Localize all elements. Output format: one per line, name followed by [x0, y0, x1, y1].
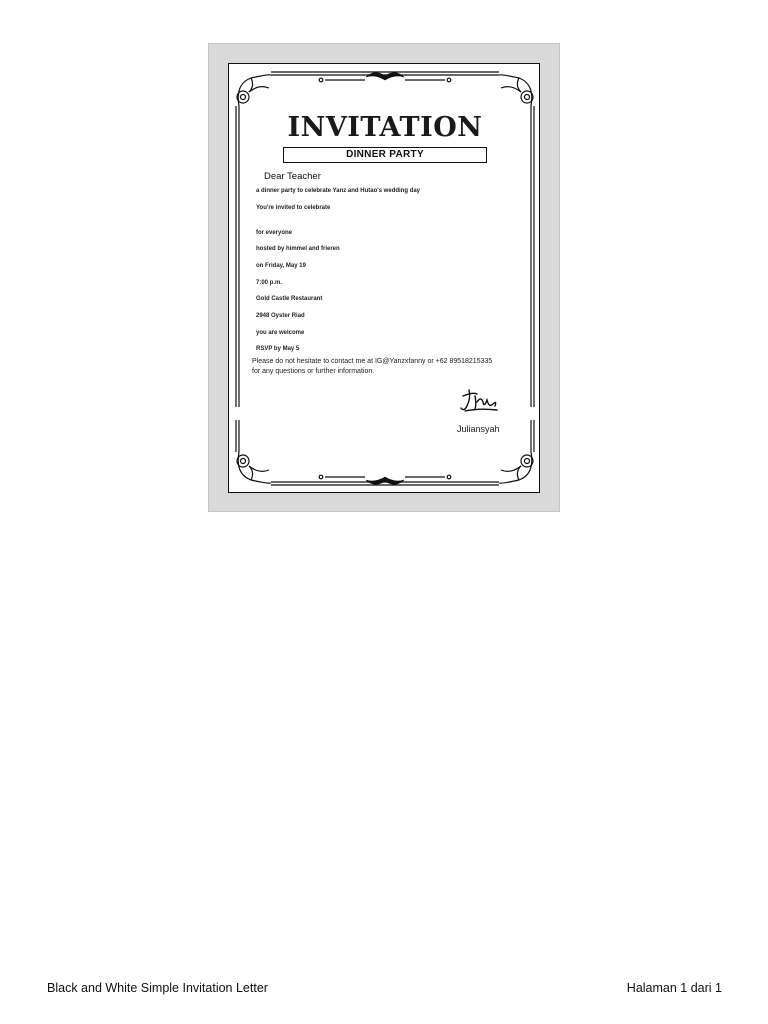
document-page-frame [208, 43, 560, 512]
invitation-title: INVITATION [287, 112, 483, 143]
contact-paragraph: Please do not hesitate to contact me at IG@Yanzxfanny or +62 89518215335 for any questions or further information. [252, 358, 493, 375]
greeting: Dear Teacher [264, 171, 321, 182]
footer-document-title: Black and White Simple Invitation Letter [47, 981, 268, 995]
detail-line: for everyone [256, 230, 293, 236]
detail-line: 7:00 p.m. [256, 280, 283, 286]
signer-name: Juliansyah [457, 424, 500, 434]
footer-page-indicator: Halaman 1 dari 1 [626, 981, 722, 995]
handwritten-signature [459, 386, 499, 416]
detail-line: hosted by himmel and frieren [256, 246, 340, 252]
detail-line: You're invited to celebrate [256, 205, 331, 211]
detail-line: a dinner party to celebrate Yanz and Hutao's wedding day [256, 188, 421, 194]
detail-line: RSVP by May 5 [256, 346, 300, 352]
detail-line: on Friday, May 19 [256, 263, 306, 269]
event-subtitle: DINNER PARTY [283, 147, 487, 163]
detail-line: 2948 Oyster Riad [256, 313, 305, 319]
invitation-card [228, 63, 540, 493]
detail-line: you are welcome [256, 330, 305, 336]
detail-line: Gold Castle Restaurant [256, 296, 323, 302]
